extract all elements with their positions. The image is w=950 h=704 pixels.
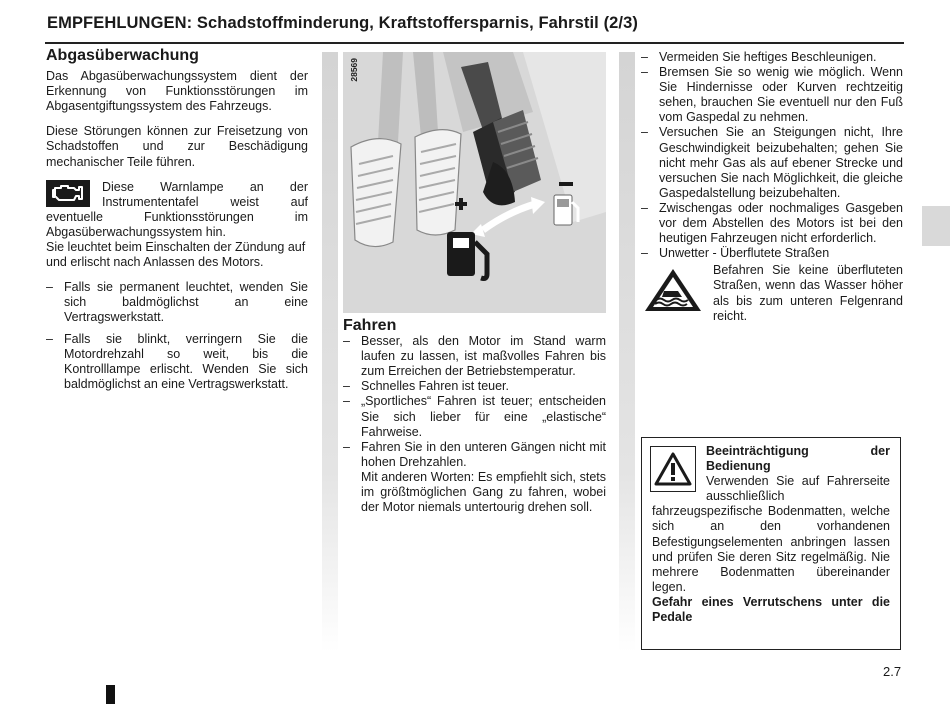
flooded-road-icon [641,266,705,314]
page-title-text: EMPFEHLUNGEN: Schadstoffminderung, Kraftstoffersparnis, Fahrstil [47,14,599,32]
list-item: – Bremsen Sie so wenig wie möglich. Wenn Sie Hindernisse oder Kurven rechtzeitig sehen, brauchen Sie eventuell nur den Fuß vom Gaspedal zu nehmen. [641,65,903,125]
column-left [46,48,308,398]
list-item: – Zwischengas oder nochmaliges Gasgeben vor dem Abstellen des Motors ist bei den heutigen Fahrzeugen nicht erforderlich. [641,201,903,246]
bullet-list-tips [641,50,903,261]
section-heading-fahren: Fahren [343,317,397,334]
list-item: – Schnelles Fahren ist teuer. [343,379,606,394]
list-item: – „Sportliches“ Fahren ist teuer; entscheiden Sie sich lieber für eine „elastische“ Fahrweise. [343,394,606,439]
page-title-part: (2/3) [603,14,638,32]
pedals-illustration [343,52,606,313]
warning-title: Beeinträchtigung der Bedienung [706,444,890,474]
page-number: 2.7 [883,664,902,679]
engine-warning-icon [46,180,90,207]
print-mark [106,685,115,704]
paragraph-zuendung: Sie leuchtet beim Einschalten der Zündung auf und erlischt nach Anlassen des Motors. [46,240,306,270]
list-item-text: Fahren Sie in den unteren Gängen nicht mit hohen Drehzahlen. [361,439,606,469]
column-separator-right [619,52,635,652]
warning-box [641,437,901,650]
paragraph-warnlampe: Diese Warnlampe an der Instrumententafel weist auf eventuelle Funktionsstörungen im Abgasüberwachungssystem hin. [46,179,308,239]
warning-body: Verwenden Sie auf Fahrerseite ausschließlich fahrzeugspezifische Bodenmatten, welche sich an den vorhandenen Befestigungselementen anbringen lassen und prüfen Sie deren Sitz regelmäßig. Nie mehrere Bodenmatten übereinander legen. [652,474,890,594]
title-rule [45,42,904,44]
warning-triangle-icon [650,446,696,492]
column-separator-left [322,52,338,652]
list-item: – Vermeiden Sie heftiges Beschleunigen. [641,50,903,65]
page-title [47,14,638,33]
chapter-tab [922,206,950,246]
paragraph-intro: Das Abgasüberwachungssystem dient der Erkennung von Funktionsstörungen im Abgasentgiftungssystem des Fahrzeugs. [46,69,308,114]
list-item: – Besser, als den Motor im Stand warm laufen zu lassen, ist maßvolles Fahren bis zum Erreichen der Betriebstemperatur. [343,334,606,379]
paragraph-flooded-roads: Befahren Sie keine überfluteten Straßen, wenn das Wasser höher als bis zum unteren Felgenrand reicht. [713,263,903,323]
column-right [641,50,903,324]
list-item: – Falls sie blinkt, verringern Sie die Motordrehzahl so weit, bis die Kontrolllampe erlischt. Wenden Sie sich baldmöglichst an eine Vertragswerkstatt. [46,332,308,392]
list-item: – Unwetter - Überflutete Straßen [641,246,903,261]
list-item: – Falls sie permanent leuchtet, wenden Sie sich baldmöglichst an eine Vertragswerkstatt. [46,280,308,325]
list-item: – Versuchen Sie an Steigungen nicht, Ihre Geschwindigkeit beizubehalten; gehen Sie nicht mehr Gas als auf ebener Strecke und versuchen Sie nach Möglichkeit, die gleiche Gaspedalstellung beizubehalten. [641,125,903,200]
warning-footer: Gefahr eines Verrutschens unter die Pedale [652,594,890,625]
figure-number: 28569 [349,58,359,82]
list-item [343,440,606,515]
list-item-continuation: Mit anderen Worten: Es empfiehlt sich, stets im größtmöglichen Gang zu fahren, wobei der Motor niemals untertourig drehen soll. [361,469,606,515]
bullet-list-fahren [343,334,606,515]
bullet-list-warnlampe [46,280,308,392]
paragraph-stoerungen: Diese Störungen können zur Freisetzung von Schadstoffen und zur Beschädigung mechanischer Teile führen. [46,124,308,169]
column-middle [343,52,606,515]
section-heading-abgasueberwachung: Abgasüberwachung [46,47,199,64]
